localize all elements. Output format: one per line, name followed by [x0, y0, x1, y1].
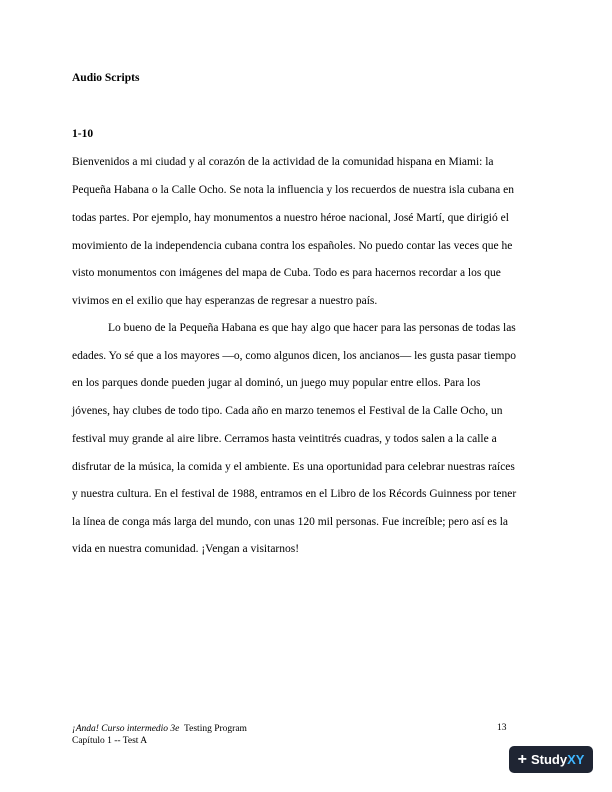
paragraph-line: jóvenes, hay clubes de todo tipo. Cada año en marzo tenemos el Festival de la Calle Ocho, un: [72, 405, 503, 417]
paragraph-line: la línea de conga más larga del mundo, con unas 120 mil personas. Fue increíble; pero así es la: [72, 516, 509, 528]
paragraph-line: movimiento de la independencia cubana contra los españoles. No puedo contar las veces que he: [72, 240, 513, 252]
paragraph-line: vida en nuestra comunidad. ¡Vengan a visitarnos!: [72, 543, 300, 555]
footer-title-line: [72, 723, 247, 735]
paragraph-line: Bienvenidos a mi ciudad y al corazón de la actividad de la comunidad hispana en Miami: la: [72, 156, 494, 168]
section-number: 1-10: [72, 128, 94, 140]
page-number: 13: [497, 723, 507, 733]
book-title: ¡Anda! Curso intermedio 3e: [72, 724, 180, 734]
chapter-label: Capítulo 1 -- Test A: [72, 736, 148, 746]
paragraph-line: en los parques donde pueden jugar al dominó, un juego muy popular entre ellos. Para los: [72, 377, 481, 389]
program-name: Testing Program: [184, 724, 247, 734]
brand-name: StudyXY: [530, 752, 585, 767]
paragraph-line: vivimos en el exilio que hay esperanzas de regresar a nuestro país.: [72, 295, 378, 307]
plus-icon: +: [517, 750, 527, 768]
paragraph-line: todas partes. Por ejemplo, hay monumentos a nuestro héroe nacional, José Martí, que dirigió el: [72, 212, 509, 224]
footer: [72, 723, 247, 747]
paragraph-line: festival muy grande al aire libre. Cerramos hasta veintitrés cuadras, y todos salen a la calle a: [72, 433, 497, 445]
paragraph-line: edades. Yo sé que a los mayores —o, como algunos dicen, los ancianos— les gusta pasar tiempo: [72, 350, 516, 362]
paragraph-line: Lo bueno de la Pequeña Habana es que hay algo que hacer para las personas de todas las: [108, 322, 516, 334]
paragraph-line: Pequeña Habana o la Calle Ocho. Se nota la influencia y los recuerdos de nuestra isla cubana en: [72, 184, 514, 196]
paragraph-line: disfrutar de la música, la comida y el ambiente. Es una oportunidad para celebrar nuestras raíces: [72, 461, 515, 473]
studyxy-badge[interactable]: [509, 746, 593, 773]
page-heading: Audio Scripts: [72, 72, 140, 84]
paragraph-line: visto monumentos con imágenes del mapa de Cuba. Todo es para hacernos recordar a los que: [72, 267, 501, 279]
paragraph-line: y nuestra cultura. En el festival de 1988, entramos en el Libro de los Récords Guinness por tener: [72, 488, 517, 500]
